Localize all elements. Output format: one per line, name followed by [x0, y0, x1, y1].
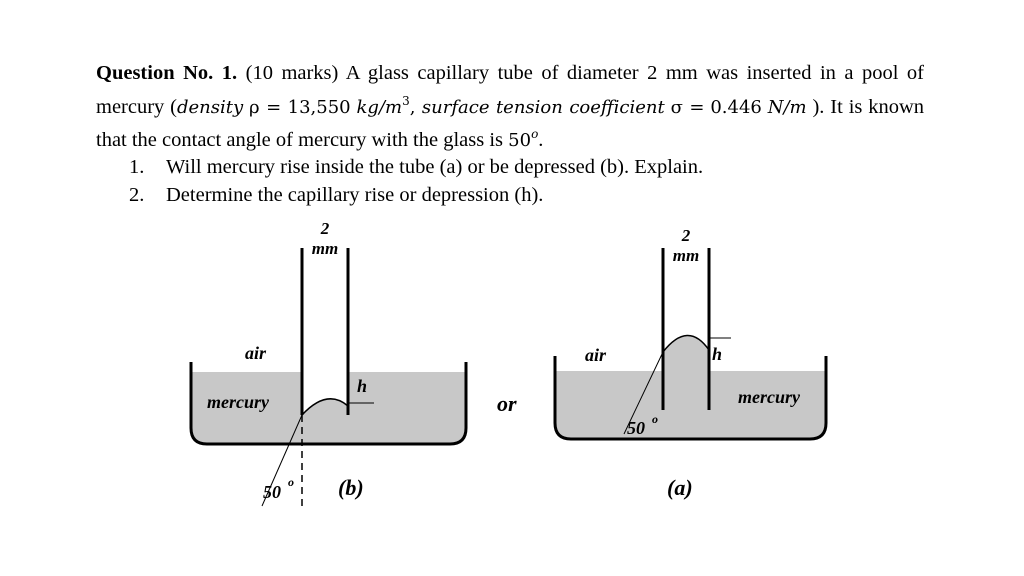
- caption-a: (a): [667, 475, 693, 500]
- h-label: h: [712, 344, 723, 364]
- density-label: density: [177, 96, 244, 118]
- angle-value: 50: [508, 129, 532, 151]
- tension-value: 0.446: [710, 96, 762, 118]
- mercury-label: mercury: [207, 392, 269, 412]
- question-paragraph: Question No. 1. (10 marks) A glass capillary tube of diameter 2 mm was inserted in a pool of mercury (density ρ = 13,550 $kg/m^3$, surface tension coefficient σ = 0.446 N/m ). It is known that the contact angle of mercury with the glass is 50$^o$.: [96, 62, 925, 151]
- parts-list: [96, 154, 924, 209]
- density-eq: ρ = 13,550: [249, 96, 351, 118]
- air-label: air: [585, 345, 607, 365]
- tension-label: surface tension coefficient: [421, 96, 665, 118]
- list-item: [96, 154, 924, 182]
- angle-label: 50: [627, 418, 645, 438]
- list-item: [96, 182, 924, 210]
- diagram-rise: [555, 226, 826, 500]
- question-text-2: ). It is known that the contact angle of mercury with the glass is: [96, 95, 925, 151]
- density-unit: kg/m: [356, 96, 403, 118]
- diagram-depression: [191, 219, 466, 506]
- or-label: or: [497, 391, 517, 416]
- diameter-number: 2: [681, 226, 691, 245]
- question-text-1: A glass capillary tube of diameter 2 mm was inserted in a pool of mercury (: [96, 62, 925, 118]
- caption-b: (b): [338, 475, 364, 500]
- question-block: [96, 60, 924, 209]
- angle-degree: o: [288, 475, 294, 489]
- air-label: air: [245, 343, 267, 363]
- tension-unit: N/m: [767, 96, 807, 118]
- part-number: 1.: [129, 156, 145, 179]
- question-heading: Question No. 1.: [96, 62, 238, 84]
- part-text: Will mercury rise inside the tube (a) or be depressed (b). Explain.: [166, 156, 704, 179]
- mercury-label: mercury: [738, 387, 800, 407]
- question-marks: (10 marks): [245, 62, 339, 84]
- angle-degree: o: [652, 412, 658, 426]
- diameter-number: 2: [320, 219, 330, 238]
- tension-eq: σ =: [670, 96, 705, 118]
- diameter-unit: mm: [672, 246, 700, 265]
- angle-superscript: o: [531, 126, 539, 141]
- diameter-unit: mm: [311, 239, 339, 258]
- h-label: h: [357, 376, 368, 396]
- capillary-figure: [0, 210, 1024, 520]
- part-number: 2.: [129, 183, 145, 206]
- part-text: Determine the capillary rise or depression (h).: [166, 183, 544, 206]
- end-period: .: [538, 128, 544, 151]
- angle-label: 50: [263, 482, 281, 502]
- density-exponent: 3: [402, 93, 410, 108]
